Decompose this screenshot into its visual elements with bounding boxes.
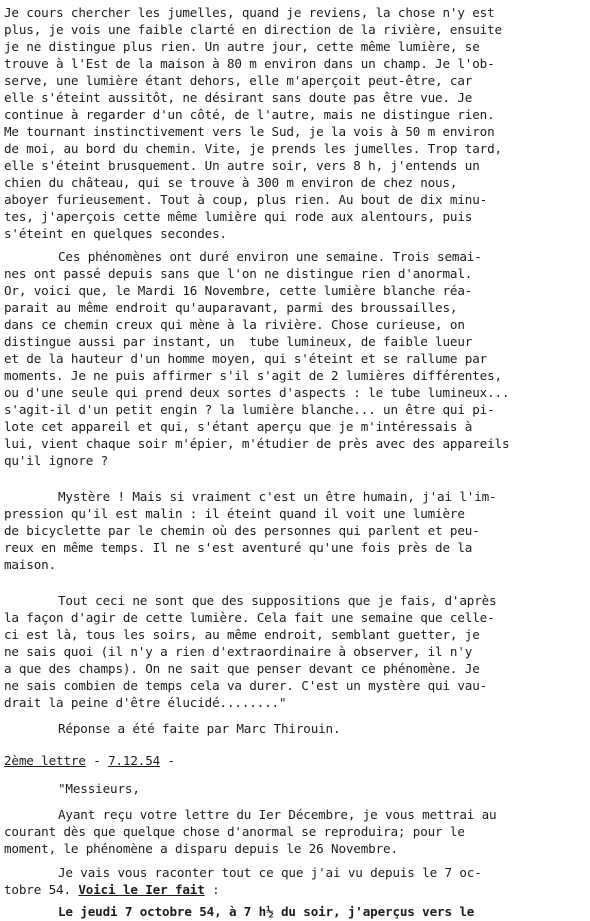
text-line: chien du château, qui se trouve à 300 m environ de chez nous, [4, 175, 458, 190]
text-line: plus, je vois une faible clarté en direction de la rivière, ensuite [4, 22, 502, 37]
text-line: maison. [4, 557, 57, 572]
text-line: Ayant reçu votre lettre du Ier Décembre, je vous mettrai au [58, 807, 497, 822]
text-line: elle s'éteint brusquement. Un autre soir, vers 8 h, j'entends un [4, 158, 480, 173]
text-line: reux en même temps. Il ne s'est aventuré qu'une fois près de la [4, 540, 473, 555]
text-line: ne sais quoi (il n'y a rien d'extraordinaire à observer, il n'y [4, 644, 473, 659]
text-line: nes ont passé depuis sans que l'on ne distingue rien d'anormal. [4, 266, 473, 281]
text-line: dans ce chemin creux qui mène à la rivière. Chose curieuse, on [4, 317, 465, 332]
text-line: elle s'éteint aussitôt, ne désirant sans doute pas être vue. Je [4, 90, 473, 105]
first-fact-label: Voici le Ier fait [78, 882, 205, 897]
text-line: Mystère ! Mais si vraiment c'est un être humain, j'ai l'im- [58, 489, 497, 504]
text-line: qu'il ignore ? [4, 453, 109, 468]
heading-separator: - [85, 753, 109, 768]
text-line: distingue aussi par instant, un tube lumineux, de faible lueur [4, 334, 473, 349]
text-line: a que des champs). On ne sait que penser devant ce phénomène. Je [4, 661, 480, 676]
text-line: lote cet appareil et qui, s'étant aperçu que je m'intéressais à [4, 419, 473, 434]
text-line: de moi, au bord du chemin. Vite, je prends les jumelles. Trop tard, [4, 141, 502, 156]
text-line: la façon d'agir de cette lumière. Cela fait une semaine que celle- [4, 610, 495, 625]
text-line: et de la hauteur d'un homme moyen, qui s'éteint et se rallume par [4, 351, 488, 366]
text-line: Or, voici que, le Mardi 16 Novembre, cette lumière blanche réa- [4, 283, 473, 298]
text-line: moment, le phénomène a disparu depuis le 26 Novembre. [4, 841, 398, 856]
text-line: s'agit-il d'un petit engin ? la lumière blanche... un être qui pi- [4, 402, 495, 417]
text-line: je ne distingue plus rien. Un autre jour, cette même lumière, se [4, 39, 480, 54]
text-line: moments. Je ne puis affirmer s'il s'agit de 2 lumières différentes, [4, 368, 502, 383]
second-letter-date: 7.12.54 [108, 753, 161, 768]
second-letter-label: 2ème lettre [4, 753, 86, 768]
text-line: s'éteint en quelques secondes. [4, 226, 227, 241]
reply-note: Réponse a été faite par Marc Thirouin. [58, 721, 341, 736]
text-line: ci est là, tous les soirs, au même endroit, semblant guetter, je [4, 627, 480, 642]
text-line: aboyer furieusement. Tout à coup, plus rien. Au bout de dix minu- [4, 192, 488, 207]
text-line: Le jeudi 7 octobre 54, à 7 h½ du soir, j'aperçus vers le [58, 904, 475, 919]
text-line: serve, une lumière étant dehors, elle m'aperçoit peut-être, car [4, 73, 473, 88]
text-line: lui, vient chaque soir m'épier, m'étudier de près avec des appareils [4, 436, 510, 451]
text-line: Me tournant instinctivement vers le Sud, je la vois à 50 m environ [4, 124, 495, 139]
text-line [4, 881, 220, 898]
text-line: Je vais vous raconter tout ce que j'ai vu depuis le 7 oc- [58, 865, 482, 880]
text-line: Je cours chercher les jumelles, quand je reviens, la chose n'y est [4, 5, 495, 20]
text-line: drait la peine d'être élucidé........" [4, 695, 287, 710]
second-letter-heading [4, 752, 175, 769]
text-run: : [204, 882, 220, 897]
text-line: de bicyclette par le chemin où des personnes qui parlent et peu- [4, 523, 480, 538]
text-line: continue à regarder d'un côté, de l'autre, mais ne distingue rien. [4, 107, 495, 122]
text-run: tobre 54. [4, 882, 79, 897]
text-line: pression qu'il est malin : il éteint quand il voit une lumière [4, 506, 465, 521]
text-line: Ces phénomènes ont duré environ une semaine. Trois semai- [58, 249, 482, 264]
text-line: ne sais combien de temps cela va durer. C'est un mystère qui vau- [4, 678, 488, 693]
text-line: Tout ceci ne sont que des suppositions que je fais, d'après [58, 593, 497, 608]
text-line: tes, j'aperçois cette même lumière qui rode aux alentours, puis [4, 209, 473, 224]
heading-trailer: - [160, 753, 175, 768]
text-line: courant dès que quelque chose d'anormal se reproduira; pour le [4, 824, 465, 839]
text-line: trouve à l'Est de la maison à 80 m environ dans un champ. Je l'ob- [4, 56, 495, 71]
text-line: ou d'une seule qui prend deux sortes d'aspects : le tube lumineux... [4, 385, 510, 400]
text-line: parait au même endroit qu'auparavant, parmi des broussailles, [4, 300, 458, 315]
salutation: "Messieurs, [58, 781, 140, 796]
